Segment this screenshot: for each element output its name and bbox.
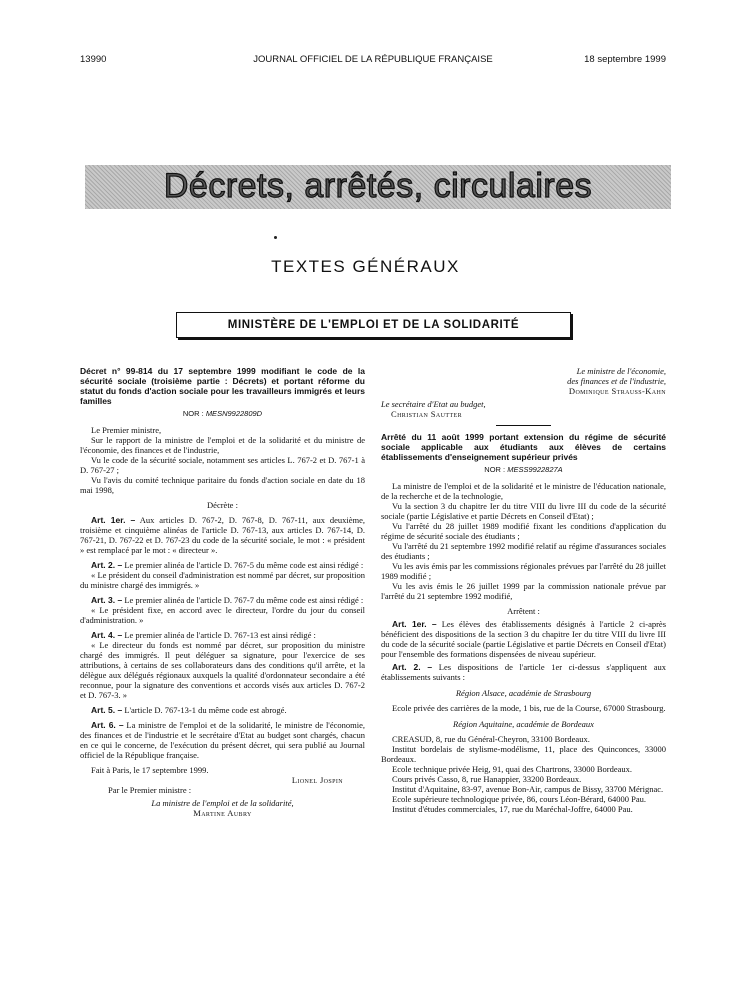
article-label: Art. 4. –	[91, 630, 123, 640]
arrete-title: Arrêté du 11 août 1999 portant extension du régime de sécurité sociale applicable aux étudiants aux élèves de certains établissements d'enseignement supérieur privés	[381, 432, 666, 462]
minister-title: La ministre de l'emploi et de la solidarité,	[151, 798, 294, 808]
establishment-item: Cours privés Casso, 8, rue Hanappier, 33200 Bordeaux.	[392, 774, 582, 784]
article-3	[80, 595, 365, 605]
par-premier-ministre: Par le Premier ministre :	[108, 785, 192, 795]
article-text: Aux articles D. 767-2, D. 767-8, D. 767-11, aux deuxième, troisième et cinquième alinéas de l'article D. 767-13, aux articles D. 767-14, D. 767-21, D. 767-22 et D. 767-23 du code de la sécurité sociale, le mot : « président » est remplacé par le mot : « directeur ».	[80, 515, 366, 555]
signer-prime-minister: Lionel Jospin	[291, 775, 343, 785]
article-2	[80, 560, 365, 570]
article-5	[80, 705, 365, 715]
section-title: TEXTES GÉNÉRAUX	[271, 257, 460, 276]
divider	[496, 425, 551, 426]
paragraph: Vu l'avis du comité technique paritaire du fonds d'action sociale en date du 18 mai 1998,	[80, 475, 365, 495]
budget-secretary-title: Le secrétaire d'Etat au budget,	[381, 399, 486, 409]
article-quote: « Le directeur du fonds est nommé par décret, sur proposition du ministre chargé des immigrés. Il peut déléguer sa signature, pour l'exercice de ses attributions, à certains de ses collaborateurs dans des conditions qu'il arrête, et la délègue aux délégués régionaux auxquels la qualité d'ordonnateur secondaire a été reconnue, pour la signature des conventions et accords visés aux articles D. 767-2 et D. 767-3. »	[80, 640, 365, 700]
left-column	[80, 366, 365, 818]
economy-minister-title: Le ministre de l'économie,	[576, 366, 666, 376]
paragraph: La ministre de l'emploi et de la solidarité et le ministre de l'éducation nationale, de la recherche et de la technologie,	[381, 481, 666, 501]
article-text: Le premier alinéa de l'article D. 767-7 du même code est ainsi rédigé :	[124, 595, 364, 605]
nor-reference	[80, 409, 365, 419]
article-label: Art. 2. –	[91, 560, 123, 570]
nor-code: MESN9922809D	[205, 409, 263, 418]
article-text: Le premier alinéa de l'article D. 767-5 du même code est ainsi rédigé :	[124, 560, 364, 570]
minister-name: Martine Aubry	[193, 808, 252, 818]
nor-code: MESS9922827A	[507, 465, 563, 474]
issue-date: 18 septembre 1999	[584, 54, 666, 65]
page-number: 13990	[80, 54, 107, 65]
region-heading: Région Alsace, académie de Strasbourg	[455, 688, 592, 698]
establishment-item: Ecole technique privée Heig, 91, quai des Chartrons, 33000 Bordeaux.	[392, 764, 633, 774]
nor-label: NOR :	[484, 465, 506, 474]
paragraph: Vu le code de la sécurité sociale, notamment ses articles L. 767-2 et D. 767-1 à D. 767-27 ;	[80, 455, 365, 475]
article-quote: « Le président du conseil d'administration est nommé par décret, sur proposition du ministre chargé des immigrés. »	[80, 570, 365, 590]
category-banner	[85, 165, 671, 209]
paragraph: Vu les avis émis le 26 juillet 1999 par la commission nationale prévue par l'arrêté du 21 septembre 1992 modifié,	[381, 581, 666, 601]
right-column	[381, 366, 666, 814]
running-header	[80, 54, 666, 68]
economy-minister-name: Dominique Strauss-Kahn	[568, 386, 666, 396]
paragraph: Le Premier ministre,	[91, 425, 162, 435]
establishment-item: CREASUD, 8, rue du Général-Cheyron, 33100 Bordeaux.	[392, 734, 590, 744]
journal-title: JOURNAL OFFICIEL DE LA RÉPUBLIQUE FRANÇAISE	[253, 54, 493, 65]
ornament-dot	[274, 236, 277, 239]
article-text: Le premier alinéa de l'article D. 767-13 est ainsi rédigé :	[124, 630, 316, 640]
establishment-item: Institut d'Aquitaine, 83-97, avenue Bon-Air, campus de Bissy, 33700 Mérignac.	[392, 784, 664, 794]
article-text: L'article D. 767-13-1 du même code est abrogé.	[124, 705, 287, 715]
article-6	[80, 720, 365, 760]
article-1	[381, 619, 666, 659]
arretent-label: Arrêtent :	[507, 606, 540, 616]
banner-title: Décrets, arrêtés, circulaires	[163, 167, 593, 205]
establishment-item: Institut d'études commerciales, 17, rue du Maréchal-Joffre, 64000 Pau.	[392, 804, 633, 814]
article-2	[381, 662, 666, 682]
article-1	[80, 515, 365, 555]
paragraph: Vu la section 3 du chapitre Ier du titre VIII du livre III du code de la sécurité sociale (partie Législative et partie Décrets en Conseil d'Etat) ;	[381, 501, 666, 521]
establishment-item: Ecole supérieure technologique privée, 86, cours Léon-Bérard, 64000 Pau.	[392, 794, 646, 804]
article-text: Les dispositions de l'article 1er ci-dessus s'appliquent aux établissements suivants :	[381, 662, 666, 682]
economy-minister-title: des finances et de l'industrie,	[567, 376, 666, 386]
ministry-heading: MINISTÈRE DE L'EMPLOI ET DE LA SOLIDARITÉ	[176, 312, 571, 338]
article-label: Art. 5. –	[91, 705, 123, 715]
article-label: Art. 6. –	[91, 720, 124, 730]
nor-reference	[381, 465, 666, 475]
article-label: Art. 3. –	[91, 595, 123, 605]
decrete-label: Décrète :	[207, 500, 238, 510]
nor-label: NOR :	[182, 409, 204, 418]
paragraph: Vu les avis émis par les commissions régionales prévues par l'arrêté du 28 juillet 1989 modifié ;	[381, 561, 666, 581]
article-quote: « Le président fixe, en accord avec le directeur, l'ordre du jour du conseil d'administration. »	[80, 605, 365, 625]
paragraph: Vu l'arrêté du 21 septembre 1992 modifié relatif au régime d'assurances sociales des étudiants ;	[381, 541, 666, 561]
done-at: Fait à Paris, le 17 septembre 1999.	[91, 765, 209, 775]
decree-title: Décret n° 99-814 du 17 septembre 1999 modifiant le code de la sécurité sociale (troisième partie : Décrets) et portant réforme du statut du fonds d'action sociale pour les travailleurs immigrés et leurs familles	[80, 366, 365, 406]
establishment-item: Ecole privée des carrières de la mode, 1 bis, rue de la Course, 67000 Strasbourg.	[392, 703, 666, 713]
article-label: Art. 1er. –	[392, 619, 437, 629]
article-text: La ministre de l'emploi et de la solidarité, le ministre de l'économie, des finances et de l'industrie et le secrétaire d'Etat au budget sont chargés, chacun en ce qui le concerne, de l'exécution du présent décret, qui sera publié au Journal officiel de la République française.	[80, 720, 365, 760]
establishment-item: Institut bordelais de stylisme-modélisme, 11, place des Quinconces, 33000 Bordeaux.	[381, 744, 666, 764]
article-label: Art. 2. –	[392, 662, 433, 672]
article-label: Art. 1er. –	[91, 515, 136, 525]
budget-secretary-name: Christian Sautter	[391, 409, 462, 419]
paragraph: Sur le rapport de la ministre de l'emploi et de la solidarité et du ministre de l'économie, des finances et de l'industrie,	[80, 435, 365, 455]
article-4	[80, 630, 365, 640]
paragraph: Vu l'arrêté du 28 juillet 1989 modifié fixant les conditions d'application du régime de sécurité sociale des étudiants ;	[381, 521, 666, 541]
article-text: Les élèves des établissements désignés à l'article 2 ci-après bénéficient des dispositions de la section 3 du chapitre Ier du titre VIII du livre III du code de la sécurité sociale (partie Législative et partie Décrets en Conseil d'Etat) pour l'ensemble des formations dispensées de niveau supérieur.	[381, 619, 667, 659]
region-heading: Région Aquitaine, académie de Bordeaux	[453, 719, 594, 729]
